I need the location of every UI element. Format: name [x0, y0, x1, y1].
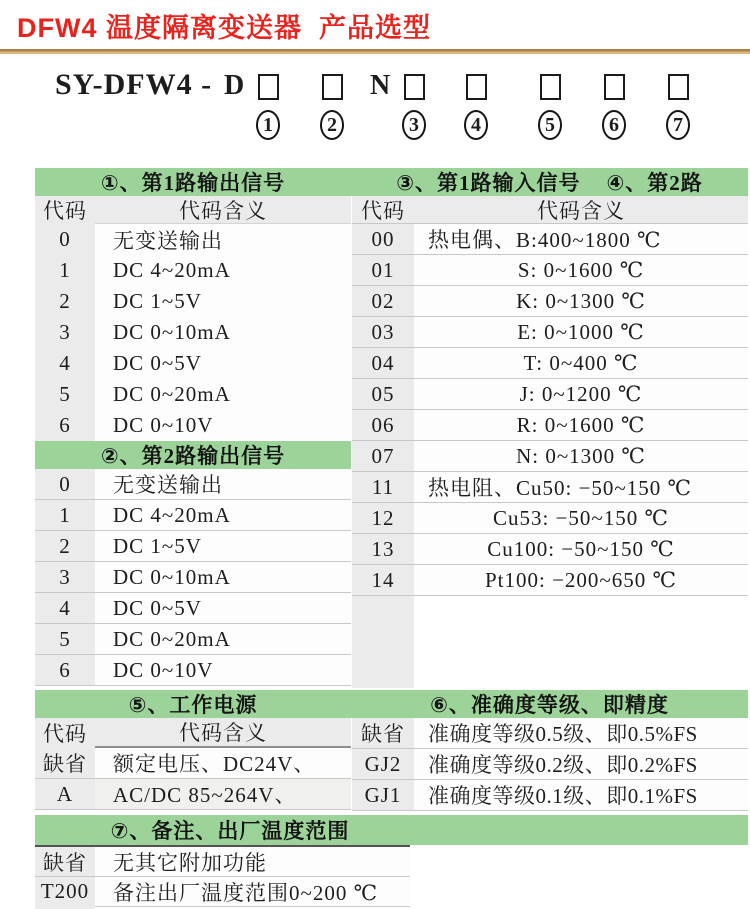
- table-row: [35, 255, 351, 286]
- table-row: [35, 624, 351, 655]
- code-cell: 4: [35, 348, 95, 379]
- meaning-cell: 热电阻、Cu50: −50~150 ℃: [414, 472, 748, 502]
- model-placeholder-box-2: [322, 74, 343, 100]
- table-row: [35, 593, 351, 624]
- code-cell: T200: [35, 877, 95, 906]
- table-row: [35, 562, 351, 593]
- meaning-cell: 准确度等级0.2级、即0.2%FS: [414, 749, 748, 779]
- circled-number-4: 4: [464, 110, 488, 140]
- code-cell: 6: [35, 655, 95, 685]
- table-row: [35, 500, 351, 531]
- table-row: [352, 286, 748, 317]
- column-header-row-power: [35, 718, 351, 748]
- model-placeholder-box-4: [466, 74, 487, 100]
- table-power: [35, 748, 351, 810]
- meaning-cell: DC 4~20mA: [95, 500, 351, 530]
- table-accuracy: [352, 718, 748, 811]
- code-cell: 05: [352, 379, 414, 409]
- model-placeholder-box-1: [258, 74, 279, 100]
- table-row: [352, 379, 748, 410]
- section-header-remarks: [35, 815, 748, 845]
- meaning-cell: DC 0~10mA: [95, 317, 351, 348]
- meaning-cell: 额定电压、DC24V、: [95, 748, 351, 778]
- code-cell: GJ1: [352, 780, 414, 810]
- section-title-input1-wrap: [351, 168, 748, 196]
- code-column-filler: [352, 596, 414, 688]
- model-placeholder-box-6: [604, 74, 625, 100]
- table-row: [35, 224, 351, 255]
- table-row: [352, 255, 748, 286]
- model-placeholder-box-3: [404, 74, 425, 100]
- table-output1: [35, 224, 351, 441]
- meaning-cell: DC 0~10V: [95, 655, 351, 685]
- code-cell: 2: [35, 286, 95, 317]
- column-header-row-left: [35, 196, 351, 224]
- model-prefix: SY-DFW4 -: [55, 68, 213, 101]
- code-cell: 02: [352, 286, 414, 316]
- table-row: [352, 503, 748, 534]
- meaning-cell: DC 0~5V: [95, 348, 351, 379]
- meaning-cell: S: 0~1600 ℃: [414, 255, 748, 285]
- meaning-cell: DC 1~5V: [95, 531, 351, 561]
- column-header-code: 代码: [43, 722, 87, 746]
- column-header-meaning: 代码含义: [95, 718, 351, 748]
- code-cell: 5: [35, 624, 95, 654]
- meaning-cell: 无变送输出: [95, 224, 351, 255]
- table-row: [35, 877, 410, 907]
- meaning-cell: DC 0~10mA: [95, 562, 351, 592]
- meaning-cell: 热电偶、B:400~1800 ℃: [414, 224, 748, 254]
- meaning-cell: N: 0~1300 ℃: [414, 441, 748, 471]
- code-cell: GJ2: [352, 749, 414, 779]
- meaning-cell: 准确度等级0.1级、即0.1%FS: [414, 780, 748, 810]
- section-title-remarks: ⑦、备注、出厂温度范围: [110, 819, 350, 843]
- code-cell: 04: [352, 348, 414, 378]
- column-header-code: 代码: [43, 199, 87, 223]
- code-cell: 3: [35, 562, 95, 592]
- code-cell: 07: [352, 441, 414, 471]
- meaning-cell: DC 0~5V: [95, 593, 351, 623]
- circled-number-1: 1: [256, 110, 280, 140]
- code-cell: 00: [352, 224, 414, 254]
- section-title-input1: ③、第1路输入信号: [396, 171, 581, 195]
- table-row: [352, 410, 748, 441]
- meaning-cell: Cu53: −50~150 ℃: [414, 503, 748, 533]
- code-cell: 6: [35, 410, 95, 441]
- table-row: [352, 718, 748, 749]
- table-row: [35, 847, 410, 877]
- meaning-cell: DC 4~20mA: [95, 255, 351, 286]
- section-title-input2: ④、第2路: [606, 171, 703, 195]
- section-title-accuracy: ⑥、准确度等级、即精度: [430, 693, 669, 717]
- meaning-cell: 无变送输出: [95, 469, 351, 499]
- code-cell: 03: [352, 317, 414, 347]
- code-cell: 4: [35, 593, 95, 623]
- code-cell: 1: [35, 255, 95, 286]
- meaning-cell: E: 0~1000 ℃: [414, 317, 748, 347]
- model-fixed-letter-d: D: [224, 70, 245, 101]
- section-title-output2: ②、第2路输出信号: [100, 444, 286, 468]
- table-row: [35, 379, 351, 410]
- section-header-power-accuracy: [35, 690, 748, 718]
- table-remarks: [35, 845, 410, 907]
- table-row: [352, 565, 748, 596]
- column-header-meaning: 代码含义: [95, 196, 351, 224]
- meaning-cell: 备注出厂温度范围0~200 ℃: [95, 877, 410, 906]
- meaning-cell: 无其它附加功能: [95, 847, 410, 876]
- section-header-output2: [35, 441, 351, 469]
- table-row: [35, 779, 351, 810]
- code-cell: 14: [352, 565, 414, 595]
- code-cell: 0: [35, 469, 95, 499]
- code-cell: 0: [35, 224, 95, 255]
- table-row: [352, 441, 748, 472]
- meaning-cell: DC 0~20mA: [95, 624, 351, 654]
- meaning-cell: DC 1~5V: [95, 286, 351, 317]
- column-header-row-right: [352, 196, 748, 224]
- circled-number-7: 7: [666, 110, 690, 140]
- table-input-signals: [352, 224, 748, 596]
- table-row: [35, 748, 351, 779]
- code-cell: 12: [352, 503, 414, 533]
- table-row: [35, 469, 351, 500]
- meaning-cell: Cu100: −50~150 ℃: [414, 534, 748, 564]
- section-title-output1: ①、第1路输出信号: [100, 171, 286, 195]
- table-row: [35, 348, 351, 379]
- meaning-cell: 准确度等级0.5级、即0.5%FS: [414, 718, 748, 748]
- meaning-cell: R: 0~1600 ℃: [414, 410, 748, 440]
- table-row: [35, 531, 351, 562]
- table-row: [35, 286, 351, 317]
- table-row: [35, 410, 351, 441]
- circled-number-3: 3: [402, 110, 426, 140]
- code-cell: 5: [35, 379, 95, 410]
- meaning-cell: J: 0~1200 ℃: [414, 379, 748, 409]
- code-cell: 01: [352, 255, 414, 285]
- code-cell: 06: [352, 410, 414, 440]
- title-divider: [0, 49, 750, 54]
- code-cell: 1: [35, 500, 95, 530]
- code-cell: 13: [352, 534, 414, 564]
- table-row: [352, 224, 748, 255]
- column-header-code: 代码: [361, 198, 405, 223]
- table-row: [352, 534, 748, 565]
- code-cell: 3: [35, 317, 95, 348]
- table-row: [352, 317, 748, 348]
- table-row: [352, 472, 748, 503]
- model-fixed-letter-n: N: [370, 70, 391, 101]
- table-row: [352, 749, 748, 780]
- table-output2: [35, 469, 351, 686]
- table-row: [352, 780, 748, 811]
- circled-number-2: 2: [320, 110, 344, 140]
- model-placeholder-box-7: [668, 74, 689, 100]
- code-column-bottom-strip: [35, 905, 95, 909]
- circled-number-5: 5: [538, 110, 562, 140]
- meaning-cell: K: 0~1300 ℃: [414, 286, 748, 316]
- model-placeholder-box-5: [540, 74, 561, 100]
- meaning-cell: AC/DC 85~264V、: [95, 779, 351, 809]
- table-row: [35, 655, 351, 686]
- code-cell: 11: [352, 472, 414, 502]
- table-row: [352, 348, 748, 379]
- meaning-cell: DC 0~10V: [95, 410, 351, 441]
- circled-number-6: 6: [602, 110, 626, 140]
- page-title: DFW4 温度隔离变送器 产品选型: [17, 13, 431, 43]
- table-row: [35, 317, 351, 348]
- code-cell: 2: [35, 531, 95, 561]
- code-cell: 缺省: [35, 847, 95, 876]
- code-cell: A: [35, 779, 95, 809]
- meaning-cell: DC 0~20mA: [95, 379, 351, 410]
- meaning-cell: Pt100: −200~650 ℃: [414, 565, 748, 595]
- section-title-power: ⑤、工作电源: [128, 693, 258, 717]
- code-cell: 缺省: [35, 748, 95, 778]
- column-header-meaning: 代码含义: [537, 198, 625, 223]
- meaning-cell: T: 0~400 ℃: [414, 348, 748, 378]
- section-header-output1-input1: [35, 168, 748, 196]
- code-cell: 缺省: [352, 718, 414, 748]
